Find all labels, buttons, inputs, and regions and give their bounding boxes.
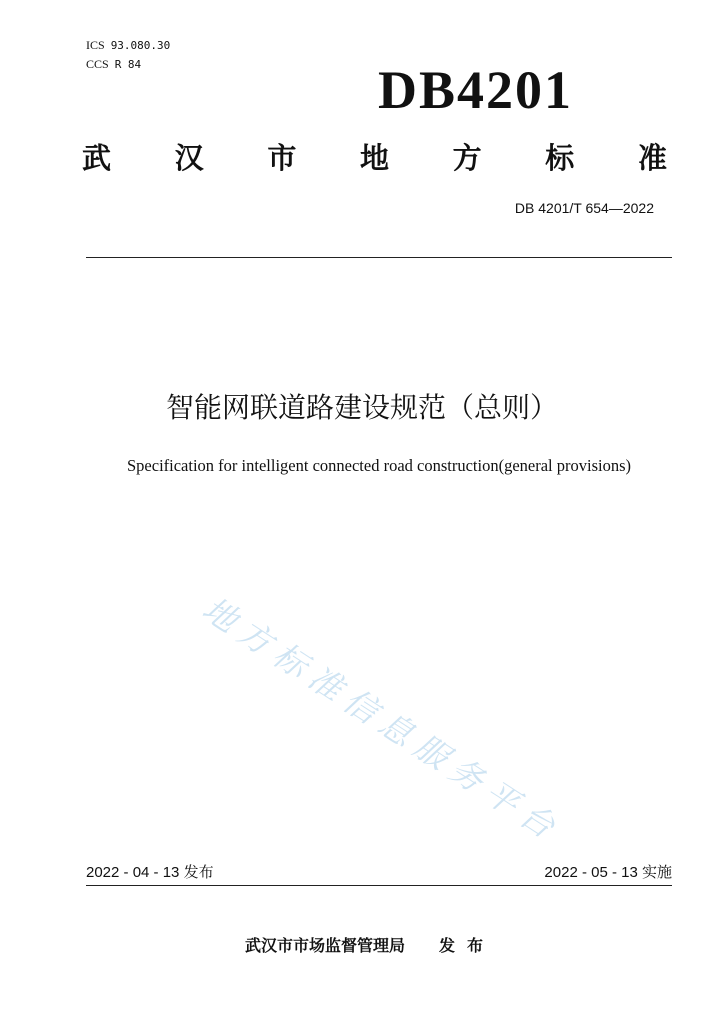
publisher-line xyxy=(0,934,724,958)
standard-type-char: 方 xyxy=(452,141,482,175)
standard-type-char: 准 xyxy=(637,141,667,175)
classification-codes xyxy=(86,36,170,74)
release-date: 2022 - 04 - 13 发布 xyxy=(86,864,214,881)
standard-number: DB 4201/T 654—2022 xyxy=(514,200,654,216)
ics-label: ICS xyxy=(86,38,105,52)
top-divider xyxy=(86,257,672,258)
publisher-name: 武汉市市场监督管理局 xyxy=(244,936,405,955)
standard-type-char: 地 xyxy=(359,141,389,175)
watermark-text: 地方标准信息服务平台 xyxy=(195,589,570,851)
implementation-date: 2022 - 05 - 13 实施 xyxy=(544,864,672,881)
date-row xyxy=(86,862,672,884)
ics-value: 93.080.30 xyxy=(110,39,171,52)
publisher-action: 发布 xyxy=(439,936,496,955)
title-english: Specification for intelligent connected road construction(general provisions) xyxy=(127,456,631,475)
bottom-divider xyxy=(86,885,672,886)
watermark xyxy=(190,560,670,880)
title-chinese: 智能网联道路建设规范（总则） xyxy=(165,391,558,424)
db-code-logo: DB4201 xyxy=(378,60,574,120)
standard-type-char: 市 xyxy=(267,141,297,175)
standard-type xyxy=(82,138,667,178)
ccs-label: CCS xyxy=(86,57,109,71)
ccs-value: R 84 xyxy=(114,58,142,71)
ccs-code xyxy=(86,55,170,74)
standard-type-char: 武 xyxy=(82,141,112,175)
ics-code xyxy=(86,36,170,55)
standard-type-char: 汉 xyxy=(174,141,204,175)
standard-type-char: 标 xyxy=(545,141,575,175)
